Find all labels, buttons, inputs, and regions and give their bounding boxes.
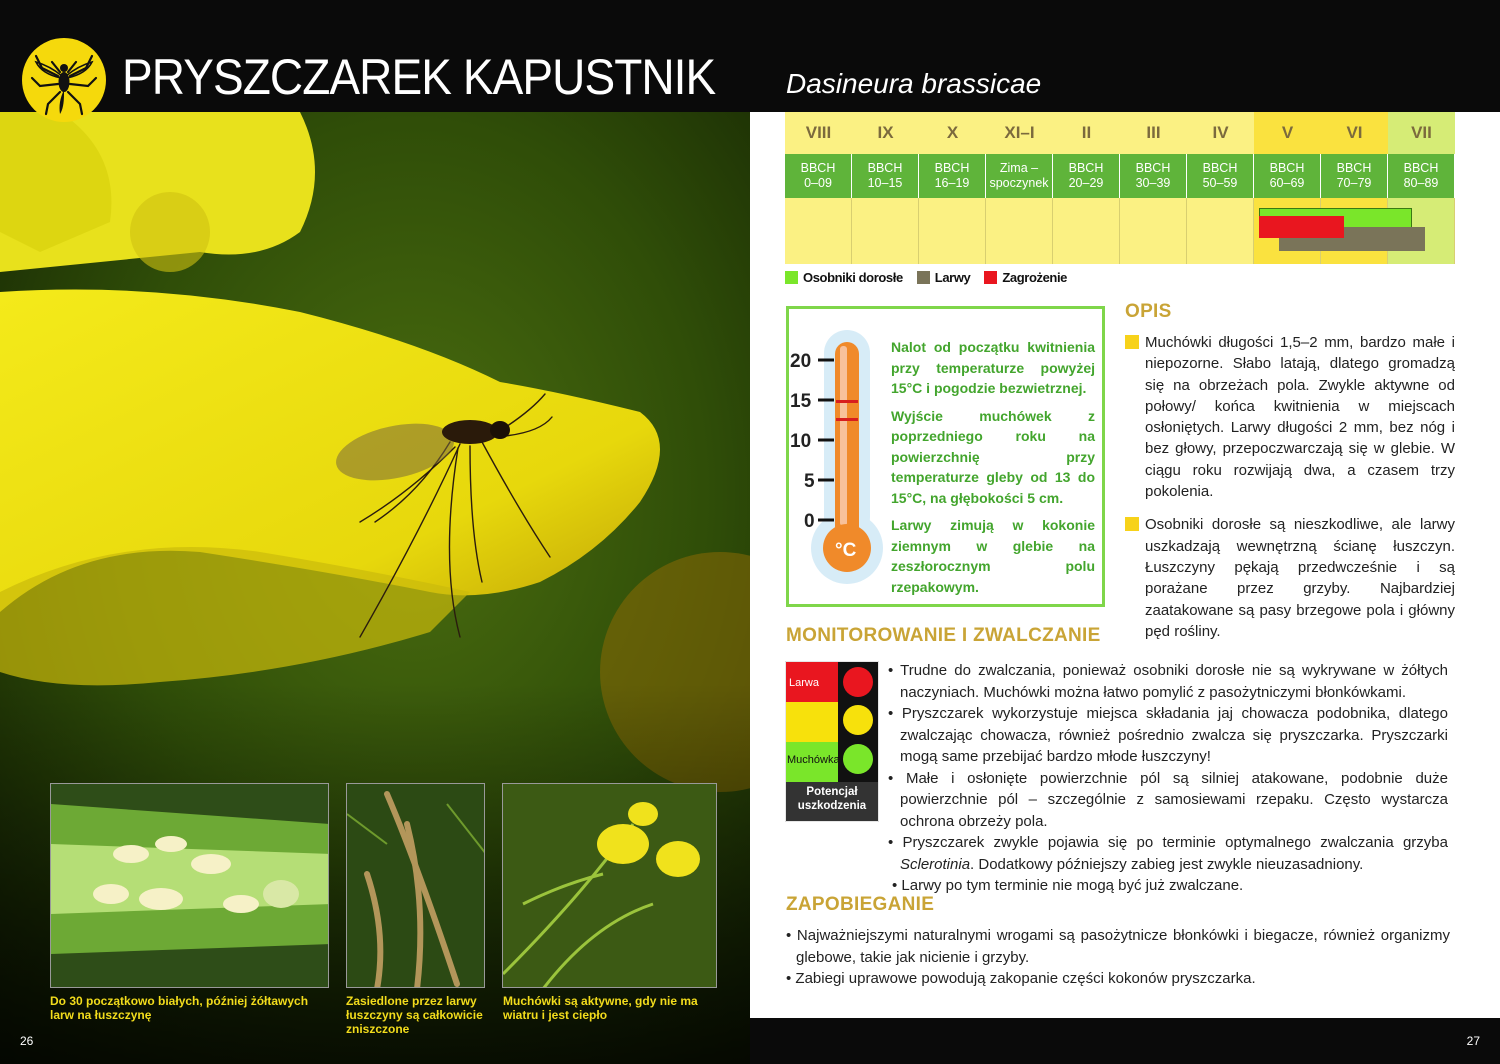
temperature-note: Larwy zimują w kokonie ziemnym w glebie na zeszłorocznym polu rzepakowym. [891, 517, 1095, 595]
calendar-cell [919, 198, 986, 264]
temperature-note: Wyjście muchówek z poprzedniego roku na powierzchnię przy temperaturze gleby od 13 do 15°C, na głębokości 5 cm. [891, 407, 1095, 506]
calendar-column [1120, 112, 1187, 264]
legend-swatch [785, 271, 798, 284]
bbch-line: BBCH [1336, 161, 1372, 175]
legend-label: Larwy [934, 270, 971, 285]
page-number-left: 26 [20, 1034, 34, 1048]
bbch-line: BBCH [800, 161, 836, 175]
footer-bar [750, 1018, 1500, 1064]
bbch-stage [1187, 154, 1254, 198]
opis-item [1125, 514, 1455, 642]
thermometer-tick-label: 10 [790, 431, 812, 452]
calendar-column [785, 112, 852, 264]
calendar-cell [1053, 198, 1120, 264]
left-page [0, 112, 750, 1064]
month-label: III [1146, 123, 1161, 142]
bbch-line: 10–15 [867, 176, 903, 190]
traffic-label-larva: Larwa [789, 677, 819, 689]
calendar-cell [785, 198, 852, 264]
caption-damaged-pods: Zasiedlone przez larwy łuszczyny są całkowicie zniszczone [346, 994, 483, 1036]
legend-item-threat [984, 270, 1067, 285]
thumbnail-flies-on-plant [502, 783, 717, 988]
calendar-cell [1187, 198, 1254, 264]
bbch-line: 0–09 [804, 176, 832, 190]
bbch-line: Zima – [999, 161, 1039, 175]
monitoring-item: • Trudne do zwalczania, ponieważ osobniki dorosłe nie są wykrywane w żółtych naczyniach. Muchówki można łatwo pomylić z pasożytniczymi błonkówkami. [888, 662, 1448, 701]
bbch-line: spoczynek [989, 176, 1049, 190]
prevention-item: • Najważniejszymi naturalnymi wrogami są pasożytnicze błonkówki i biegacze, również organizmy glebowe, takie jak nicienie i grzyby. [786, 927, 1450, 966]
month-label: IV [1212, 123, 1229, 142]
monitoring-heading: MONITOROWANIE I ZWALCZANIE [786, 625, 1101, 646]
bbch-stage [785, 154, 852, 198]
legend-swatch [917, 271, 930, 284]
legend-swatch [984, 271, 997, 284]
bbch-line: BBCH [934, 161, 970, 175]
calendar-column [852, 112, 919, 264]
monitoring-item: • Małe i osłonięte powierzchnie pól są silniej atakowane, podobnie duże powierzchnie pól – szczególnie z samosiewami rzepaku. Często wystarcza ochrona obrzeży pola. [888, 769, 1448, 830]
prevention-list [784, 925, 1450, 990]
opis-list [1125, 332, 1455, 643]
thermometer-unit: °C [835, 540, 857, 561]
opis-text: Osobniki dorosłe są nieszkodliwe, ale larwy uszkadzają wewnętrzną ścianę łuszczyn. Łuszczyny pękają przedwcześnie i są porażane przez grzyby. Najbardziej zaatakowane są pasy brzegowe pola i główny pęd rośliny. [1145, 516, 1455, 640]
opis-item [1125, 332, 1455, 502]
bbch-line: BBCH [867, 161, 903, 175]
bbch-stage [1053, 154, 1120, 198]
month-label: II [1081, 123, 1092, 142]
thermometer-tick-label: 20 [790, 351, 812, 372]
mosquito-icon [22, 38, 106, 122]
opis-heading: OPIS [1125, 301, 1172, 322]
monitoring-item [888, 832, 1448, 875]
calendar-column [919, 112, 986, 264]
bbch-line: 20–29 [1068, 176, 1104, 190]
calendar-cell [1120, 198, 1187, 264]
latin-name: Dasineura brassicae [786, 68, 1042, 99]
month-label: IX [877, 123, 894, 142]
month-label: X [946, 123, 959, 142]
bbch-line: BBCH [1202, 161, 1238, 175]
bbch-stage [1254, 154, 1321, 198]
bbch-line: BBCH [1068, 161, 1104, 175]
bbch-stage [1120, 154, 1187, 198]
bbch-stage [986, 154, 1053, 198]
bbch-line: 30–39 [1135, 176, 1171, 190]
bbch-line: BBCH [1135, 161, 1171, 175]
calendar-column [986, 112, 1053, 264]
bbch-stage [919, 154, 986, 198]
calendar-cell [852, 198, 919, 264]
monitoring-item: • Pryszczarek wykorzystuje miejsca składania jaj chowacza podobnika, dlatego zwalczając chowacza, również pośrednio zwalcza się pryszczarka. Pryszczarki mogą same przebijać bardzo młode łuszczyny! [888, 705, 1448, 765]
opis-text: Muchówki długości 1,5–2 mm, bardzo małe i niepozorne. Słabo latają, dlatego gromadzą się na obrzeżach pola. Zwykle aktywne od połowy/ końca kwitnienia w miejscach osłoniętych. Larwy długości 2 mm, bez nóg i bez głowy, przepoczwarczają się w glebie. W ciągu roku rozwijają dwa, a czasem trzy pokolenia. [1145, 334, 1455, 501]
prevention-heading: ZAPOBIEGANIE [786, 894, 935, 915]
monitoring-text: • Pryszczarek zwykle pojawia się po terminie optymalnego zwalczania grzyba [888, 834, 1448, 851]
bbch-line: BBCH [1269, 161, 1305, 175]
monitoring-text-italic: Sclerotinia [900, 855, 971, 873]
temperature-notes [891, 337, 1095, 604]
bbch-stage [1321, 154, 1388, 198]
traffic-label-fly: Muchówka [787, 754, 840, 766]
bbch-stage [852, 154, 919, 198]
thermometer-icon [788, 320, 892, 590]
caption-larvae: Do 30 początkowo białych, później żółtawych larw na łuszczynę [50, 994, 309, 1022]
bbch-line: 80–89 [1403, 176, 1439, 190]
thermometer-tick-label: 15 [790, 391, 812, 412]
legend-item-larvae [917, 270, 971, 285]
bullet-square [1125, 335, 1139, 349]
calendar-column [1053, 112, 1120, 264]
bullet-square [1125, 517, 1139, 531]
month-label: VI [1346, 123, 1363, 142]
thermometer-tick-label: 0 [804, 511, 815, 532]
bbch-line: BBCH [1403, 161, 1439, 175]
threat-bar [1259, 216, 1344, 238]
calendar-legend [785, 270, 1081, 285]
temperature-note: Nalot od początku kwitnienia przy temperaturze powyżej 15°C i pogodzie bezwietrznej. [891, 339, 1095, 396]
thumbnail-damaged-pods [346, 783, 485, 988]
prevention-item: • Zabiegi uprawowe powodują zakopanie części kokonów pryszczarka. [786, 970, 1256, 987]
month-label: XI–I [1004, 123, 1035, 142]
month-label: V [1281, 123, 1294, 142]
caption-flies: Muchówki są aktywne, gdy nie ma wiatru i jest ciepło [503, 994, 698, 1022]
bbch-line: 16–19 [934, 176, 970, 190]
bbch-line: 60–69 [1269, 176, 1305, 190]
calendar-cell [986, 198, 1053, 264]
bbch-line: 70–79 [1336, 176, 1372, 190]
bbch-line: 50–59 [1202, 176, 1238, 190]
monitoring-text: . Dodatkowy późniejszy zabieg jest zwykle nieuzasadniony. [970, 855, 1364, 873]
legend-label: Osobniki dorosłe [803, 270, 903, 285]
legend-label: Zagrożenie [1002, 270, 1067, 285]
calendar-column [1187, 112, 1254, 264]
page-number-right: 27 [1466, 1034, 1480, 1048]
bbch-stage [1388, 154, 1455, 198]
traffic-label-potential: Potencjał uszkodzenia [797, 786, 867, 812]
monitoring-item: • Larwy po tym terminie nie mogą być już zwalczane. [892, 877, 1244, 894]
thermometer-tick-label: 5 [804, 471, 815, 492]
month-label: VIII [805, 123, 832, 142]
month-label: VII [1411, 123, 1432, 142]
monitoring-list [888, 660, 1448, 897]
thumbnail-larvae [50, 783, 329, 988]
page-title: PRYSZCZAREK KAPUSTNIK [122, 49, 716, 105]
legend-item-adults [785, 270, 903, 285]
